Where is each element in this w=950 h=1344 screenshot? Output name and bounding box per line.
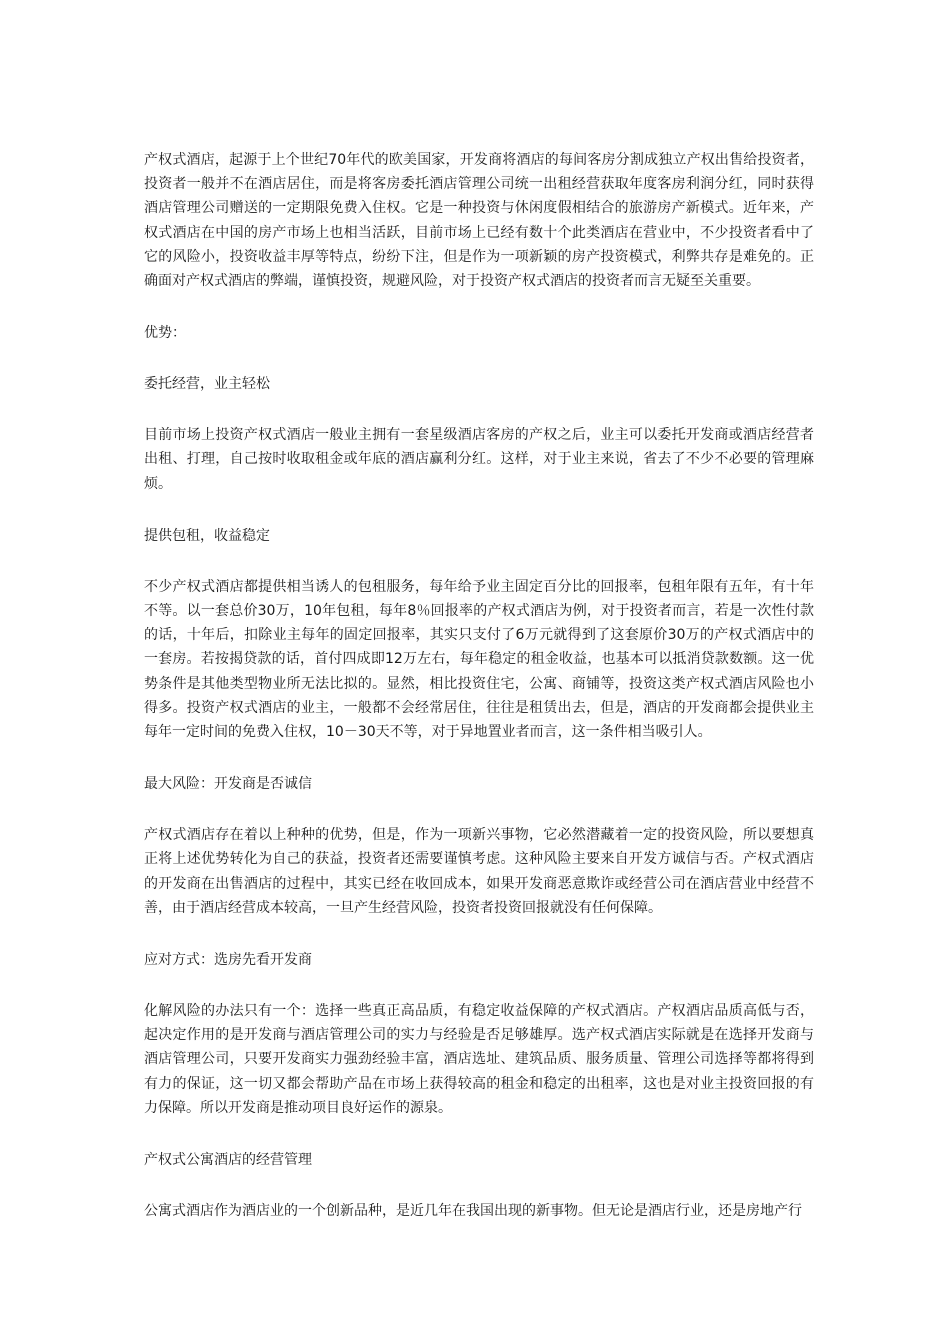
section-heading-countermeasure: 应对方式：选房先看开发商: [144, 952, 312, 969]
section-heading-entrusted-operation: 委托经营，业主轻松: [144, 376, 270, 393]
section-heading-biggest-risk: 最大风险：开发商是否诚信: [144, 776, 312, 793]
intro-paragraph: 产权式酒店，起源于上个世纪70年代的欧美国家，开发商将酒店的每间客房分割成独立产权出售给投资者，投资者一般并不在酒店居住，而是将客房委托酒店管理公司统一出租经营获取年度客房利润分红，同时获得酒店管理公司赠送的一定期限免费入住权。它是一种投资与休闲度假相结合的旅游房产新模式。近年来，产权式酒店在中国的房产市场上也相当活跃，目前市场上已经有数十个此类酒店在营业中，不少投资者看中了它的风险小，投资收益丰厚等特点，纷纷下注，但是作为一项新颖的房产投资模式，利弊共存是难免的。正确面对产权式酒店的弊端，谨慎投资，规避风险，对于投资产权式酒店的投资者而言无疑至关重要。: [144, 152, 814, 290]
section-body-countermeasure: 化解风险的办法只有一个：选择一些真正高品质，有稳定收益保障的产权式酒店。产权酒店品质高低与否，起决定作用的是开发商与酒店管理公司的实力与经验是否足够雄厚。选产权式酒店实际就是在选择开发商与酒店管理公司，只要开发商实力强劲经验丰富，酒店选址、建筑品质、服务质量、管理公司选择等都将得到有力的保证，这一切又都会帮助产品在市场上获得较高的租金和稳定的出租率，这也是对业主投资回报的有力保障。所以开发商是推动项目良好运作的源泉。: [144, 1003, 814, 1116]
section-body-biggest-risk: 产权式酒店存在着以上种种的优势，但是，作为一项新兴事物，它必然潜藏着一定的投资风险，所以要想真正将上述优势转化为自己的获益，投资者还需要谨慎考虑。这种风险主要来自开发方诚信与否。产权式酒店的开发商在出售酒店的过程中，其实已经在收回成本，如果开发商恶意欺诈或经营公司在酒店营业中经营不善，由于酒店经营成本较高，一旦产生经营风险，投资者投资回报就没有任何保障。: [144, 827, 814, 916]
section-heading-operation-management: 产权式公寓酒店的经营管理: [144, 1152, 312, 1169]
advantages-heading: 优势：: [144, 325, 186, 342]
document-page: [144, 148, 814, 1223]
section-body-lease-guarantee: 不少产权式酒店都提供相当诱人的包租服务，每年给予业主固定百分比的回报率，包租年限有五年，有十年不等。以一套总价30万，10年包租，每年8％回报率的产权式酒店为例，对于投资者而言，若是一次性付款的话，十年后，扣除业主每年的固定回报率，其实只支付了6万元就得到了这套原价30万的产权式酒店中的一套房。若按揭贷款的话，首付四成即12万左右，每年稳定的租金收益，也基本可以抵消贷款数额。这一优势条件是其他类型物业所无法比拟的。显然，相比投资住宅，公寓、商铺等，投资这类产权式酒店风险也小得多。投资产权式酒店的业主，一般都不会经常居住，往往是租赁出去，但是，酒店的开发商都会提供业主每年一定时间的免费入住权，10－30天不等，对于异地置业者而言，这一条件相当吸引人。: [144, 578, 814, 741]
section-heading-lease-guarantee: 提供包租，收益稳定: [144, 527, 270, 544]
section-body-entrusted-operation: 目前市场上投资产权式酒店一般业主拥有一套星级酒店客房的产权之后，业主可以委托开发商或酒店经营者出租、打理，自己按时收取租金或年底的酒店赢利分红。这样，对于业主来说，省去了不少不必要的管理麻烦。: [144, 427, 814, 492]
section-body-operation-management: 公寓式酒店作为酒店业的一个创新品种，是近几年在我国出现的新事物。但无论是酒店行业，还是房地产行: [144, 1203, 802, 1220]
